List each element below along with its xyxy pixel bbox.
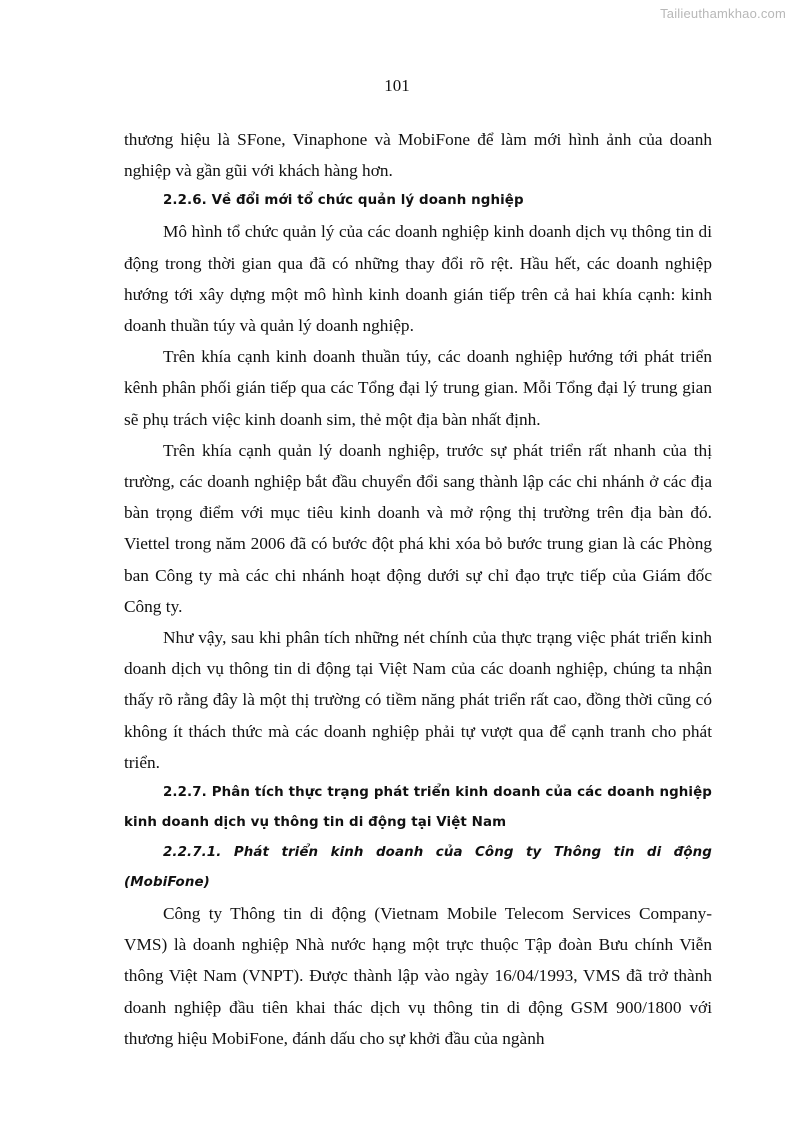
page-body: [124, 124, 712, 1054]
paragraph-continuation: thương hiệu là SFone, Vinaphone và MobiFone để làm mới hình ảnh của doanh nghiệp và gần gũi với khách hàng hơn.: [124, 130, 712, 181]
watermark: Tailieuthamkhao.com: [660, 6, 786, 21]
section-heading-2-2-6: 2.2.6. Về đổi mới tổ chức quản lý doanh nghiệp: [163, 193, 524, 209]
paragraph-conclusion: Như vậy, sau khi phân tích những nét chính của thực trạng việc phát triển kinh doanh dịch vụ thông tin di động tại Việt Nam của các doanh nghiệp, chúng ta nhận thấy rõ rằng đây là một thị trường có tiềm năng phát triển rất cao, đồng thời cũng có không ít thách thức mà các doanh nghiệp phải tự vượt qua để cạnh tranh cho phát triển.: [124, 628, 712, 772]
paragraph-organization-model: Mô hình tổ chức quản lý của các doanh nghiệp kinh doanh dịch vụ thông tin di động trong thời gian qua đã có những thay đổi rõ rệt. Hầu hết, các doanh nghiệp hướng tới xây dựng một mô hình kinh doanh gián tiếp trên cả hai khía cạnh: kinh doanh thuần túy và quản lý doanh nghiệp.: [124, 222, 712, 336]
paragraph-mobifone-intro: Công ty Thông tin di động (Vietnam Mobile Telecom Services Company-VMS) là doanh nghiệp Nhà nước hạng một trực thuộc Tập đoàn Bưu chính Viễn thông Việt Nam (VNPT). Được thành lập vào ngày 16/04/1993, VMS đã trở thành doanh nghiệp đầu tiên khai thác dịch vụ thông tin di động GSM 900/1800 với thương hiệu MobiFone, đánh dấu cho sự khởi đầu của ngành: [124, 904, 712, 1048]
paragraph-business-aspect: Trên khía cạnh kinh doanh thuần túy, các doanh nghiệp hướng tới phát triển kênh phân phối gián tiếp qua các Tổng đại lý trung gian. Mỗi Tổng đại lý trung gian sẽ phụ trách việc kinh doanh sim, thẻ một địa bàn nhất định.: [124, 347, 712, 429]
page-number: 101: [384, 76, 410, 95]
subsection-heading-2-2-7-1: 2.2.7.1. Phát triển kinh doanh của Công ty Thông tin di động (MobiFone): [124, 845, 712, 891]
paragraph-management-aspect: Trên khía cạnh quản lý doanh nghiệp, trước sự phát triển rất nhanh của thị trường, các doanh nghiệp bắt đầu chuyển đổi sang thành lập các chi nhánh ở các địa bàn trọng điểm với mục tiêu kinh doanh và mở rộng thị trường trên địa bàn đó. Viettel trong năm 2006 đã có bước đột phá khi xóa bỏ bước trung gian là các Phòng ban Công ty mà các chi nhánh hoạt động dưới sự chỉ đạo trực tiếp của Giám đốc Công ty.: [124, 440, 712, 616]
section-heading-2-2-7: 2.2.7. Phân tích thực trạng phát triển kinh doanh của các doanh nghiệp kinh doanh dịch vụ thông tin di động tại Việt Nam: [124, 785, 712, 831]
